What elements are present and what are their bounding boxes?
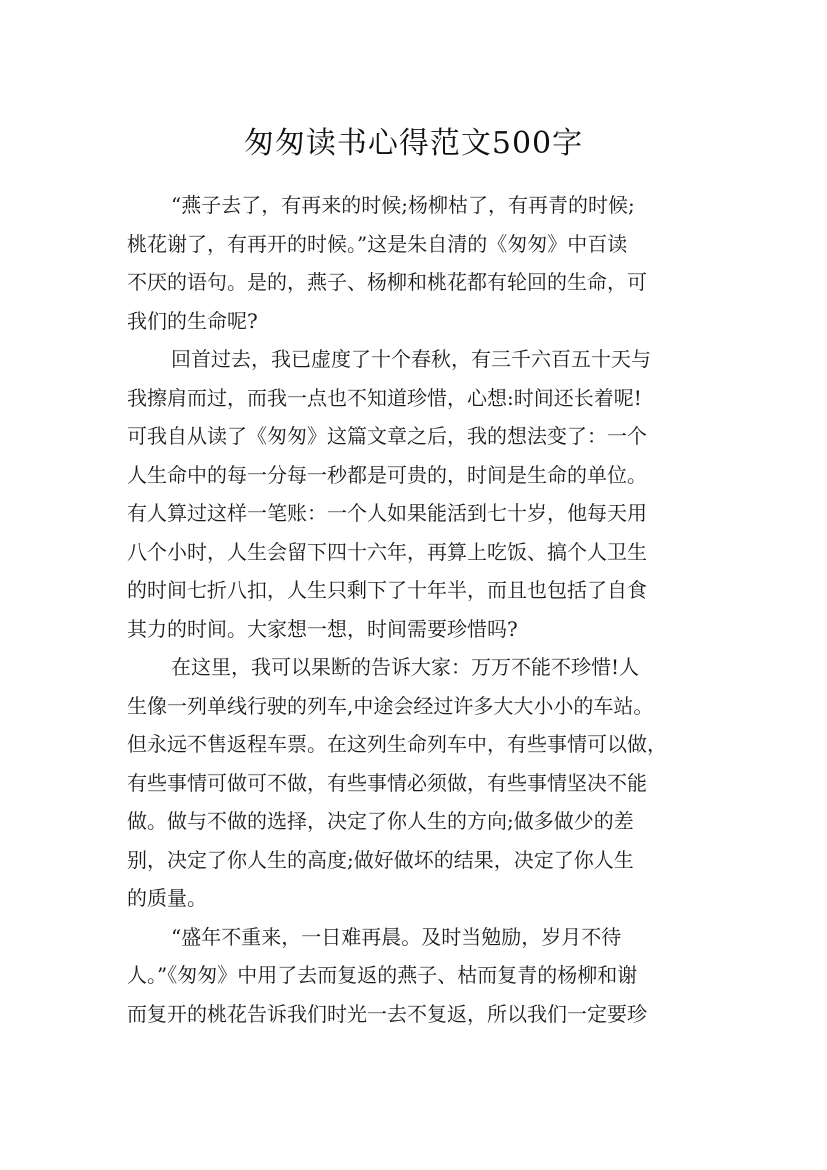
paragraph-line: “燕子去了，有再来的时候;杨柳枯了，有再青的时候; xyxy=(171,193,635,217)
paragraph-line: 别，决定了你人生的高度;做好做坏的结果，决定了你人生 xyxy=(127,847,634,872)
paragraph-line: 其力的时间。大家想一想，时间需要珍惜吗? xyxy=(127,616,518,641)
paragraph-line: 有人算过这样一笔账：一个人如果能活到七十岁，他每天用 xyxy=(127,501,647,525)
paragraph-line: 我擦肩而过，而我一点也不知道珍惜，心想:时间还长着呢! xyxy=(127,385,642,410)
paragraph-line: 不厌的语句。是的，燕子、杨柳和桃花都有轮回的生命，可 xyxy=(127,270,647,294)
paragraph-line: 做。做与不做的选择，决定了你人生的方向;做多做少的差 xyxy=(127,809,634,833)
page-title: 匆匆读书心得范文500字 xyxy=(243,126,584,162)
paragraph-line: 可我自从读了《匆匆》这篇文章之后，我的想法变了：一个 xyxy=(127,424,647,448)
paragraph-line: 八个小时，人生会留下四十六年，再算上吃饭、搞个人卫生 xyxy=(127,539,647,564)
paragraph-line: 有些事情可做可不做，有些事情必须做，有些事情坚决不能 xyxy=(127,770,647,795)
paragraph-line: 在这里，我可以果断的告诉大家：万万不能不珍惜!人 xyxy=(171,655,640,679)
paragraph-line: 人生命中的每一分每一秒都是可贵的，时间是生命的单位。 xyxy=(127,462,647,487)
paragraph-line: 人。”《匆匆》中用了去而复返的燕子、枯而复青的杨柳和谢 xyxy=(127,963,638,987)
paragraph-line: 生像一列单线行驶的列车,中途会经过许多大大小小的车站。 xyxy=(127,693,654,718)
paragraph-line: 回首过去，我已虚度了十个春秋，有三千六百五十天与 xyxy=(171,347,651,371)
paragraph-line: 的时间七折八扣，人生只剩下了十年半，而且也包括了自食 xyxy=(127,578,647,602)
article-body xyxy=(127,186,707,1033)
paragraph-line: 而复开的桃花告诉我们时光一去不复返，所以我们一定要珍 xyxy=(127,1001,647,1026)
paragraph-line: 桃花谢了，有再开的时候。”这是朱自清的《匆匆》中百读 xyxy=(127,231,628,256)
paragraph-line: 我们的生命呢? xyxy=(127,308,258,333)
paragraph-line: 的质量。 xyxy=(127,886,207,910)
paragraph-line: “盛年不重来，一日难再晨。及时当勉励，岁月不待 xyxy=(171,924,622,949)
paragraph-line: 但永远不售返程车票。在这列生命列车中，有些事情可以做， xyxy=(127,732,667,756)
